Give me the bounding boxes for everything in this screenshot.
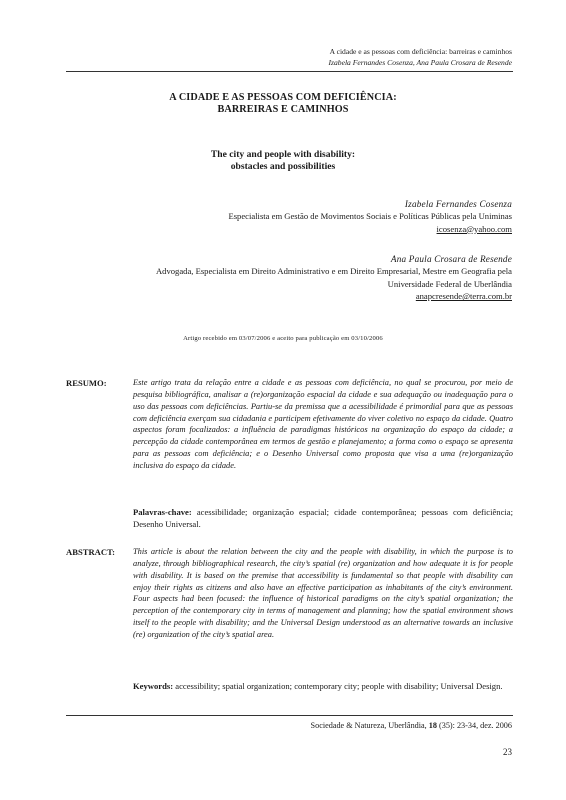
running-header-authors: Izabela Fernandes Cosenza, Ana Paula Crosara de Resende — [328, 58, 512, 67]
header-rule — [66, 71, 513, 72]
resumo-keywords-list: acessibilidade; organização espacial; cidade contemporânea; pessoas com deficiência; Desenho Universal. — [133, 507, 513, 529]
article-subtitle — [60, 149, 506, 173]
author-name: Ana Paula Crosara de Resende — [390, 254, 512, 264]
running-header — [329, 46, 513, 68]
author-email-link[interactable]: icosenza@yahoo.com — [436, 223, 512, 234]
footer-issue-pages: (35): 23-34, dez. 2006 — [439, 721, 512, 730]
article-title-line-2: BARREIRAS E CAMINHOS — [217, 104, 349, 115]
resumo-keywords — [133, 506, 513, 530]
author-affiliation: Universidade Federal de Uberlândia — [387, 278, 512, 289]
abstract-text: This article is about the relation between the city and the people with disability, in which the purpose is to analyze, through bibliographical research, the city’s spatial (re) organization and how adequate it is for people with disability. It is based on the premise that accessibility is fundamental so that people with disability can enjoy their rights as citizens and also have an effective participation as inhabitants of the city’s environment. Four aspects had been focused: the influence of historical paradigms on the city’s spatial organization; the perception of the contemporary city in terms of management and planning; how the spatial environment shows itself to the people with disability; and the Universal Design understood as an alternative towards an inclusive (re) organization of the city’s spatial area. — [133, 547, 513, 639]
author-name: Izabela Fernandes Cosenza — [404, 199, 512, 209]
article-subtitle-line-1: The city and people with disability: — [210, 149, 356, 160]
abstract-keywords-label: Keywords: — [133, 681, 174, 691]
resumo-label: RESUMO: — [66, 378, 107, 388]
footer-citation — [311, 720, 512, 731]
author-block-1 — [228, 198, 512, 235]
abstract-keywords — [133, 680, 513, 692]
author-email-link[interactable]: anapcresende@terra.com.br — [415, 291, 512, 302]
author-block-2 — [156, 253, 512, 303]
footer-volume: 18 — [428, 721, 437, 730]
article-title-line-1: A CIDADE E AS PESSOAS COM DEFICIÊNCIA: — [169, 92, 397, 103]
abstract-label: ABSTRACT: — [66, 547, 116, 557]
footer-rule — [66, 715, 513, 716]
article-title — [60, 92, 506, 116]
abstract-keywords-list: accessibility; spatial organization; contemporary city; people with disability; Universal Design. — [175, 681, 503, 691]
author-affiliation: Advogada, Especialista em Direito Administrativo e em Direito Empresarial, Mestre em Geografia pela — [155, 266, 512, 277]
page-number: 23 — [503, 747, 512, 757]
resumo-keywords-label: Palavras-chave: — [133, 507, 192, 517]
footer-journal: Sociedade & Natureza, Uberlândia, — [310, 721, 427, 730]
article-subtitle-line-2: obstacles and possibilities — [230, 161, 336, 172]
received-note: Artigo recebido em 03/07/2006 e aceito para publicação em 03/10/2006 — [183, 335, 383, 342]
resumo-text: Este artigo trata da relação entre a cidade e as pessoas com deficiência, no qual se procurou, por meio de pesquisa bibliográfica, analisar a (re)organização espacial da cidade e sua adequação ou inadequação para o uso das pessoas com deficiências. Partiu-se da premissa que a acessibilidade é primordial para que as pessoas com deficiência exerçam sua cidadania e participem efetivamente do viver coletivo no espaço da cidade. Quatro aspectos foram focalizados: a influência de paradigmas históricos na organização do espaço da cidade; a percepção da cidade contemporânea em termos de gestão e planejamento; a forma como o espaço se apresenta para as pessoas com deficiência; e o Desenho Universal como proposta que visa a uma (re)organização inclusiva do espaço da cidade. — [133, 378, 513, 470]
author-affiliation: Especialista em Gestão de Movimentos Sociais e Políticas Públicas pela Uniminas — [228, 211, 512, 222]
running-header-title: A cidade e as pessoas com deficiência: barreiras e caminhos — [329, 47, 512, 56]
